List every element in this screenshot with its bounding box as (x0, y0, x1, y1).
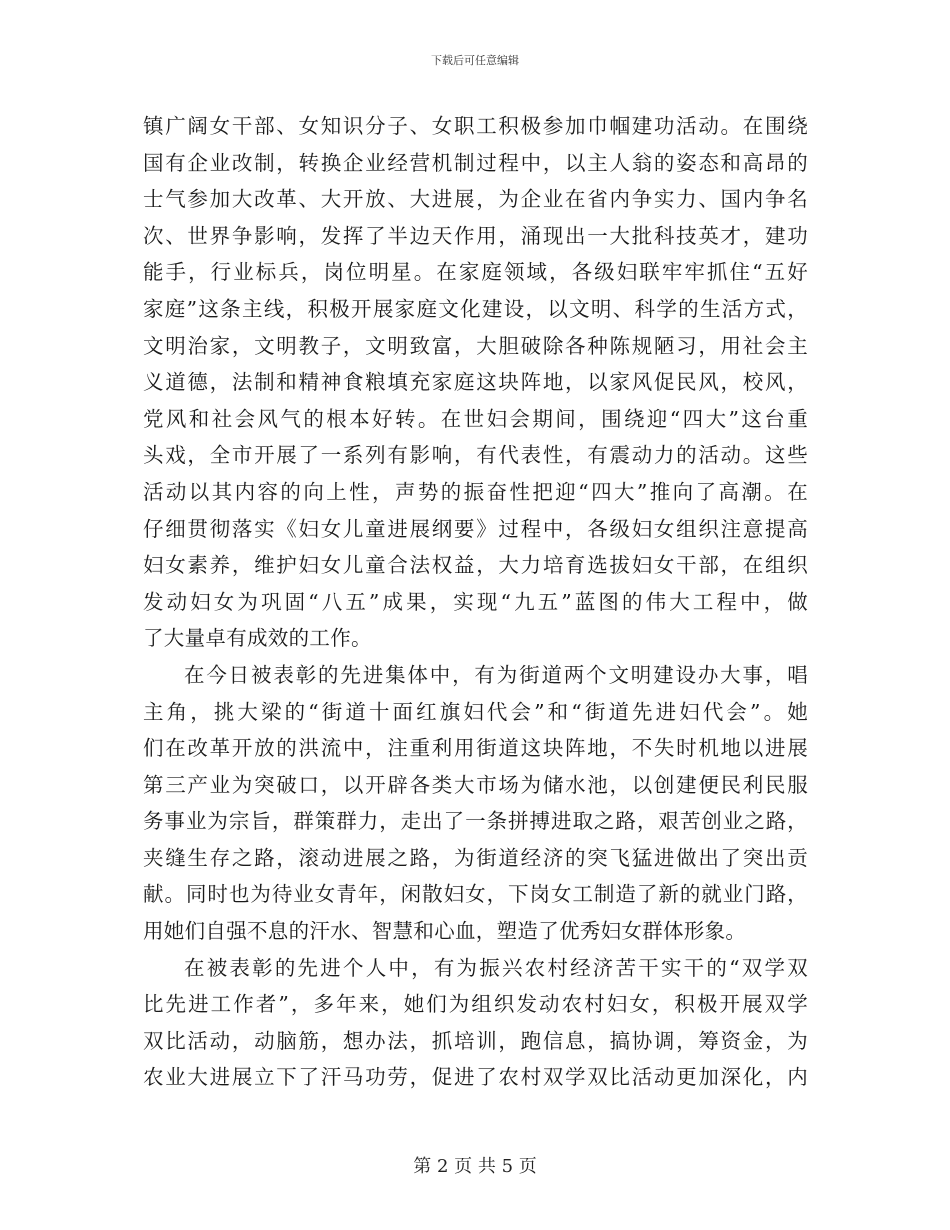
body-line: 头戏，全市开展了一系列有影响，有代表性，有震动力的活动。这些 (143, 443, 808, 468)
body-line: 发动妇女为巩固“八五”成果，实现“九五”蓝图的伟大工程中，做 (143, 589, 808, 614)
body-line: 主角，挑大梁的“街道十面红旗妇代会”和“街道先进妇代会”。她 (143, 699, 808, 724)
body-line: 能手，行业标兵，岗位明星。在家庭领域，各级妇联牢牢抓住“五好 (143, 260, 808, 285)
body-line: 国有企业改制，转换企业经营机制过程中，以主人翁的姿态和高昂的 (143, 150, 808, 175)
body-line: 献。同时也为待业女青年，闲散妇女，下岗女工制造了新的就业门路， (143, 882, 808, 907)
page-header-note: 下载后可任意编辑 (431, 54, 519, 67)
body-line: 夹缝生存之路，滚动进展之路，为街道经济的突飞猛进做出了突出贡 (143, 845, 808, 870)
paragraph-first-line: 在今日被表彰的先进集体中，有为街道两个文明建设办大事，唱 (184, 662, 808, 687)
document-body (143, 108, 808, 1096)
body-line: 家庭”这条主线，积极开展家庭文化建设，以文明、科学的生活方式， (143, 296, 808, 321)
paragraph-first-line: 在被表彰的先进个人中，有为振兴农村经济苦干实干的“双学双 (184, 955, 808, 980)
body-line: 比先进工作者”，多年来，她们为组织发动农村妇女，积极开展双学 (143, 992, 808, 1017)
body-line: 仔细贯彻落实《妇女儿童进展纲要》过程中，各级妇女组织注意提高 (143, 516, 808, 541)
body-line: 活动以其内容的向上性，声势的振奋性把迎“四大”推向了高潮。在 (143, 479, 808, 504)
body-line: 农业大进展立下了汗马功劳，促进了农村双学双比活动更加深化，内 (143, 1065, 808, 1090)
body-line: 士气参加大改革、大开放、大进展，为企业在省内争实力、国内争名 (143, 187, 808, 212)
body-line: 镇广阔女干部、女知识分子、女职工积极参加巾帼建功活动。在围绕 (143, 114, 808, 138)
body-line: 们在改革开放的洪流中，注重利用街道这块阵地，不失时机地以进展 (143, 736, 808, 761)
body-line: 用她们自强不息的汗水、智慧和心血，塑造了优秀妇女群体形象。 (143, 919, 747, 944)
body-line: 务事业为宗旨，群策群力，走出了一条拼搏进取之路，艰苦创业之路， (143, 809, 808, 834)
body-line: 第三产业为突破口，以开辟各类大市场为储水池，以创建便民利民服 (143, 772, 808, 797)
body-line: 文明治家，文明教子，文明致富，大胆破除各种陈规陋习，用社会主 (143, 333, 808, 358)
body-line: 妇女素养，维护妇女儿童合法权益，大力培育选拔妇女干部，在组织 (143, 553, 808, 578)
body-line: 了大量卓有成效的工作。 (143, 626, 372, 651)
body-line: 双比活动，动脑筋，想办法，抓培训，跑信息，搞协调，筹资金，为 (143, 1028, 808, 1053)
body-line: 次、世界争影响，发挥了半边天作用，涌现出一大批科技英才，建功 (143, 223, 808, 248)
body-line: 义道德，法制和精神食粮填充家庭这块阵地，以家风促民风，校风， (143, 370, 808, 395)
body-line: 党风和社会风气的根本好转。在世妇会期间，围绕迎“四大”这台重 (143, 406, 808, 431)
page-number-footer: 第 2 页 共 5 页 (413, 1156, 537, 1177)
